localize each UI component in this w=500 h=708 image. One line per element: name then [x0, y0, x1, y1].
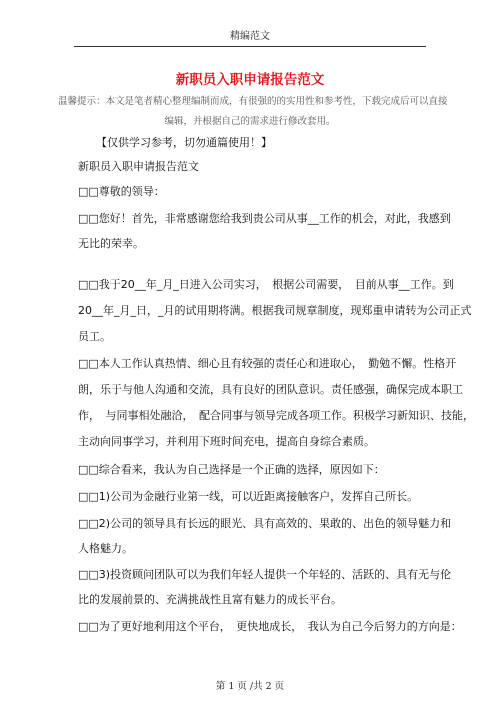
- page-header: 精编范文: [74, 20, 426, 47]
- body-line: 比的发展前景的、充满挑战性且富有魅力的成长平台。: [78, 593, 342, 606]
- body-line: 20__年_月_日，_月的试用期将满。根据我司规章制度，现郑重申请转为公司正式: [78, 304, 472, 317]
- body-line: □□综合看来，我认为自己选择是一个正确的选择，原因如下：: [78, 463, 385, 476]
- body-line: □□2)公司的领导具有长远的眼光、具有高效的、果敢的、出色的领导魅力和: [78, 517, 452, 530]
- body-line: 员工。: [78, 330, 111, 343]
- subtitle-line: 新职员入职申请报告范文: [78, 160, 199, 173]
- body-line: □□您好！首先，非常感谢您给我到贵公司从事__工作的机会，对此，我感到: [78, 212, 451, 225]
- body-line: 主动向同事学习，并利用下班时间充电，提高自身综合素质。: [78, 435, 375, 448]
- page-footer: 第 1 页 /共 2 页: [215, 681, 285, 692]
- body-line: □□本人工作认真热情、细心且有较强的责任心和进取心， 勤勉不懈。性格开: [78, 357, 457, 370]
- tip-line-1: 温馨提示：本文是笔者精心整理编制而成，有很强的的实用性和参考性，下载完成后可以直接: [58, 96, 448, 107]
- body-line: □□我于20__年_月_日进入公司实习， 根据公司需要， 目前从事__工作。到: [78, 278, 454, 291]
- body-line: 无比的荣幸。: [78, 237, 144, 250]
- body-line: 作， 与同事相处融洽， 配合同事与领导完成各项工作。积极学习新知识、技能，: [78, 409, 474, 422]
- body-line: □□3)投资顾问团队可以为我们年轻人提供一个年轻的、活跃的、具有无与伦: [78, 568, 452, 581]
- greeting-line: □□尊敬的领导：: [78, 185, 165, 198]
- body-line: 朗，乐于与他人沟通和交流，具有良好的团队意识。责任感强，确保完成本职工: [78, 383, 463, 396]
- document-title: 新职员入职申请报告范文: [175, 72, 325, 88]
- body-line: 人格魅力。: [78, 542, 133, 555]
- body-line: □□1)公司为金融行业第一线，可以近距离接触客户，发挥自己所长。: [78, 490, 419, 503]
- notice-line: 【仅供学习参考，切勿通篇使用！】: [96, 136, 272, 149]
- body-line: □□为了更好地利用这个平台， 更快地成长， 我认为自己今后努力的方向是：: [78, 620, 462, 633]
- tip-line-2: 编辑，并根据自己的需求进行修改套用。: [164, 116, 336, 127]
